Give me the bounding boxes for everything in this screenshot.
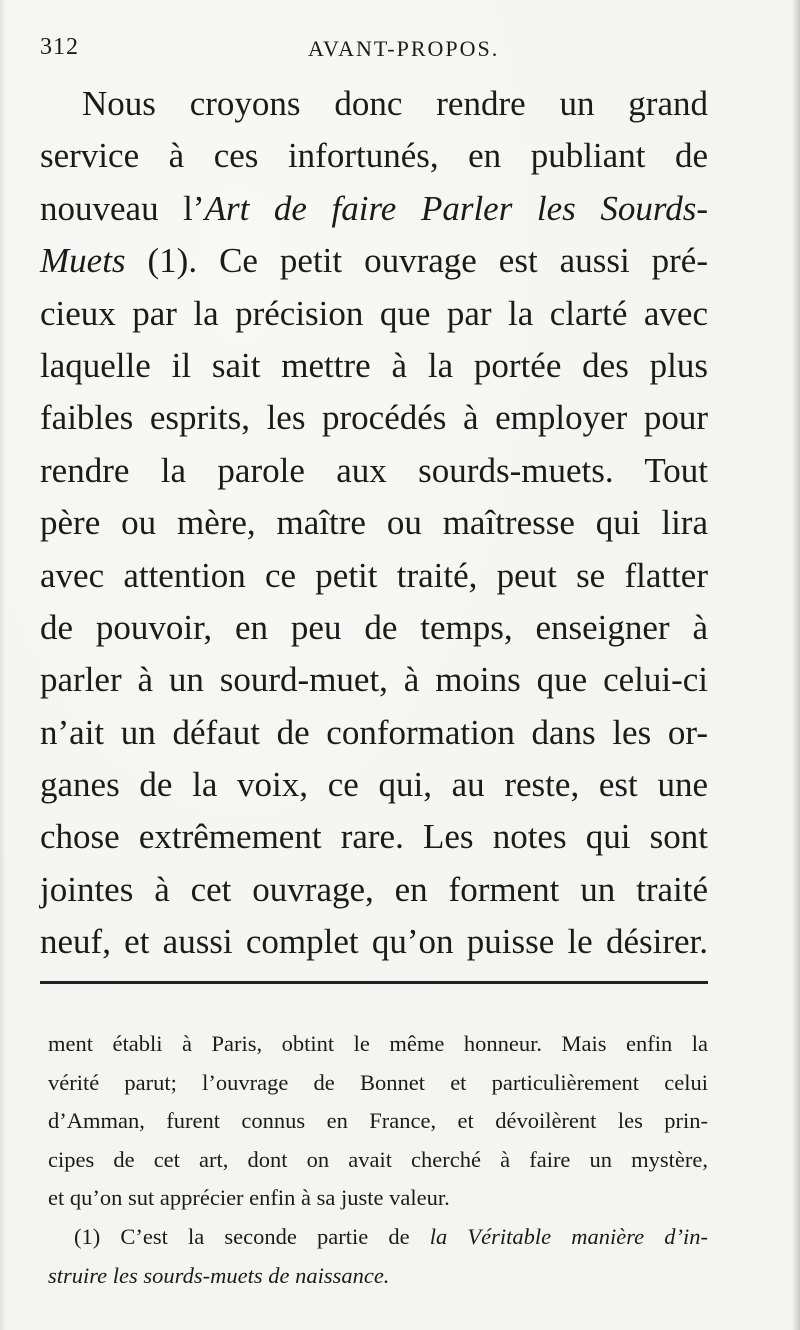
text-span: (1). Ce petit ouvrage est aussi pré- xyxy=(125,241,708,281)
footnote-line xyxy=(48,1218,708,1257)
footnote-line: d’Amman, furent connus en France, et dévoilèrent les prin- xyxy=(48,1108,708,1134)
footnote-line: ment établi à Paris, obtint le même honneur. Mais enfin la xyxy=(48,1031,708,1056)
main-text-line: Nous croyons donc rendre un grand xyxy=(82,84,708,123)
text-span: (1) C’est la seconde partie de xyxy=(74,1223,430,1249)
main-text-line: faibles esprits, les procédés à employer pour xyxy=(40,398,708,438)
main-text-line: de pouvoir, en peu de temps, enseigner à xyxy=(40,607,708,647)
main-text-line: père ou mère, maître ou maîtresse qui lira xyxy=(40,503,708,543)
main-text-line: n’ait un défaut de conformation dans les or- xyxy=(40,712,708,752)
footnote-line: cipes de cet art, dont on avait cherché à faire un mystère, xyxy=(48,1146,708,1172)
main-text-line: cieux par la précision que par la clarté avec xyxy=(40,293,708,333)
page-number: 312 xyxy=(40,34,79,60)
main-text-line: chose extrêmement rare. Les notes qui sont xyxy=(40,817,708,857)
main-text-line xyxy=(40,183,708,235)
main-text-line xyxy=(40,235,708,287)
running-title: AVANT-PROPOS. xyxy=(308,36,500,61)
main-text-line: avec attention ce petit traité, peut se flatter xyxy=(40,555,708,595)
footnote-line: vérité parut; l’ouvrage de Bonnet et particulièrement celui xyxy=(48,1069,708,1095)
footnote-separator-rule xyxy=(40,981,708,984)
book-title-italic: struire les sourds-muets de naissance. xyxy=(48,1262,390,1288)
text-span: nouveau l’ xyxy=(40,188,205,228)
footnotes-block xyxy=(48,1025,708,1295)
main-text-line: rendre la parole aux sourds-muets. Tout xyxy=(40,450,708,490)
main-text-line: neuf, et aussi complet qu’on puisse le désirer. xyxy=(40,922,708,962)
page-right-edge-shadow xyxy=(792,0,800,1330)
book-title-italic: Art de faire Parler les Sourds- xyxy=(204,188,709,228)
page-header xyxy=(40,34,760,64)
main-text-line: service à ces infortunés, en publiant de xyxy=(40,136,708,176)
book-title-italic: la Véritable manière d’in- xyxy=(429,1223,709,1249)
book-title-italic: Muets xyxy=(40,241,126,281)
footnote-line: et qu’on sut apprécier enfin à sa juste valeur. xyxy=(48,1185,450,1211)
footnote-line xyxy=(48,1257,708,1296)
main-text-line: ganes de la voix, ce qui, au reste, est une xyxy=(40,765,708,805)
main-text-line: laquelle il sait mettre à la portée des plus xyxy=(40,345,708,385)
main-text-line: jointes à cet ouvrage, en forment un traité xyxy=(40,869,708,909)
main-text-line: parler à un sourd-muet, à moins que celui-ci xyxy=(40,660,708,700)
page-left-edge-shadow xyxy=(0,0,6,1330)
main-text-block xyxy=(40,78,708,969)
